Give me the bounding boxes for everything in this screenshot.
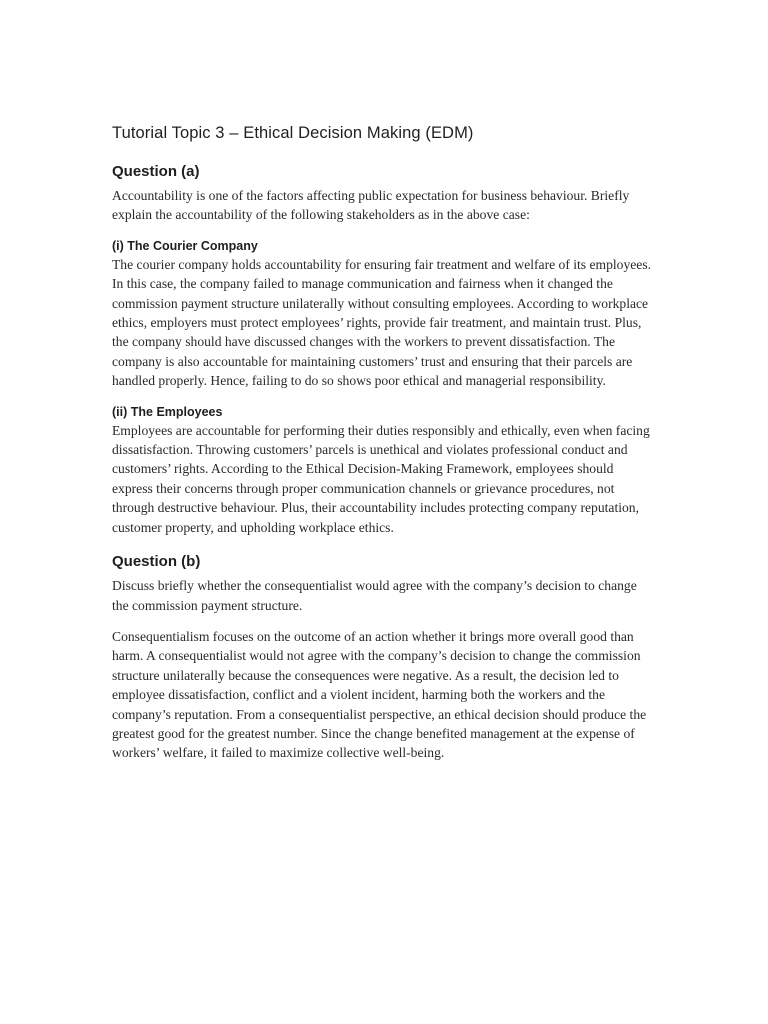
question-a-prompt: Accountability is one of the factors affecting public expectation for business behaviour. Briefly explain the accountability of the following stakeholders as in the above case:	[112, 188, 630, 223]
part-ii-heading: (ii) The Employees	[112, 404, 223, 419]
question-a-heading: Question (a)	[112, 163, 200, 180]
question-b-answer: Consequentialism focuses on the outcome of an action whether it brings more overall good than harm. A consequentialist would not agree with the company’s decision to change the commission structure unilaterally because the consequences were negative. As a result, the decision led to employee dissatisfaction, conflict and a violent incident, harming both the workers and the company’s reputation. From a consequentialist perspective, an ethical decision should produce the greatest good for the greatest number. Since the change benefited management at the expense of workers’ welfare, it failed to maximize collective well-being.	[112, 628, 647, 761]
question-a-section	[112, 163, 656, 537]
part-ii-text: Employees are accountable for performing their duties responsibly and ethically, even when facing dissatisfaction. Throwing customers’ parcels is unethical and violates professional conduct and customers’ rights. According to the Ethical Decision-Making Framework, employees should express their concerns through proper communication channels or grievance procedures, not through destructive behaviour. Plus, their accountability includes protecting company reputation, customer property, and upholding workplace ethics.	[112, 422, 650, 535]
question-b-heading: Question (b)	[112, 553, 201, 571]
part-i-text: The courier company holds accountability for ensuring fair treatment and welfare of its employees. In this case, the company failed to manage communication and fairness when it changed the commission payment structure unilaterally without consulting employees. According to workplace ethics, employers must protect employees’ rights, provide fair treatment, and maintain trust. Plus, the company should have discussed changes with the workers to prevent dissatisfaction. The company is also accountable for maintaining customers’ trust and ensuring that their parcels are handled properly. Hence, failing to do so shows poor ethical and managerial responsibility.	[112, 256, 652, 389]
page-title: Tutorial Topic 3 – Ethical Decision Making (EDM)	[112, 124, 474, 142]
part-i-heading: (i) The Courier Company	[112, 238, 258, 253]
question-b-section	[112, 553, 656, 763]
question-b-prompt: Discuss briefly whether the consequentialist would agree with the company’s decision to change the commission payment structure.	[112, 578, 637, 613]
